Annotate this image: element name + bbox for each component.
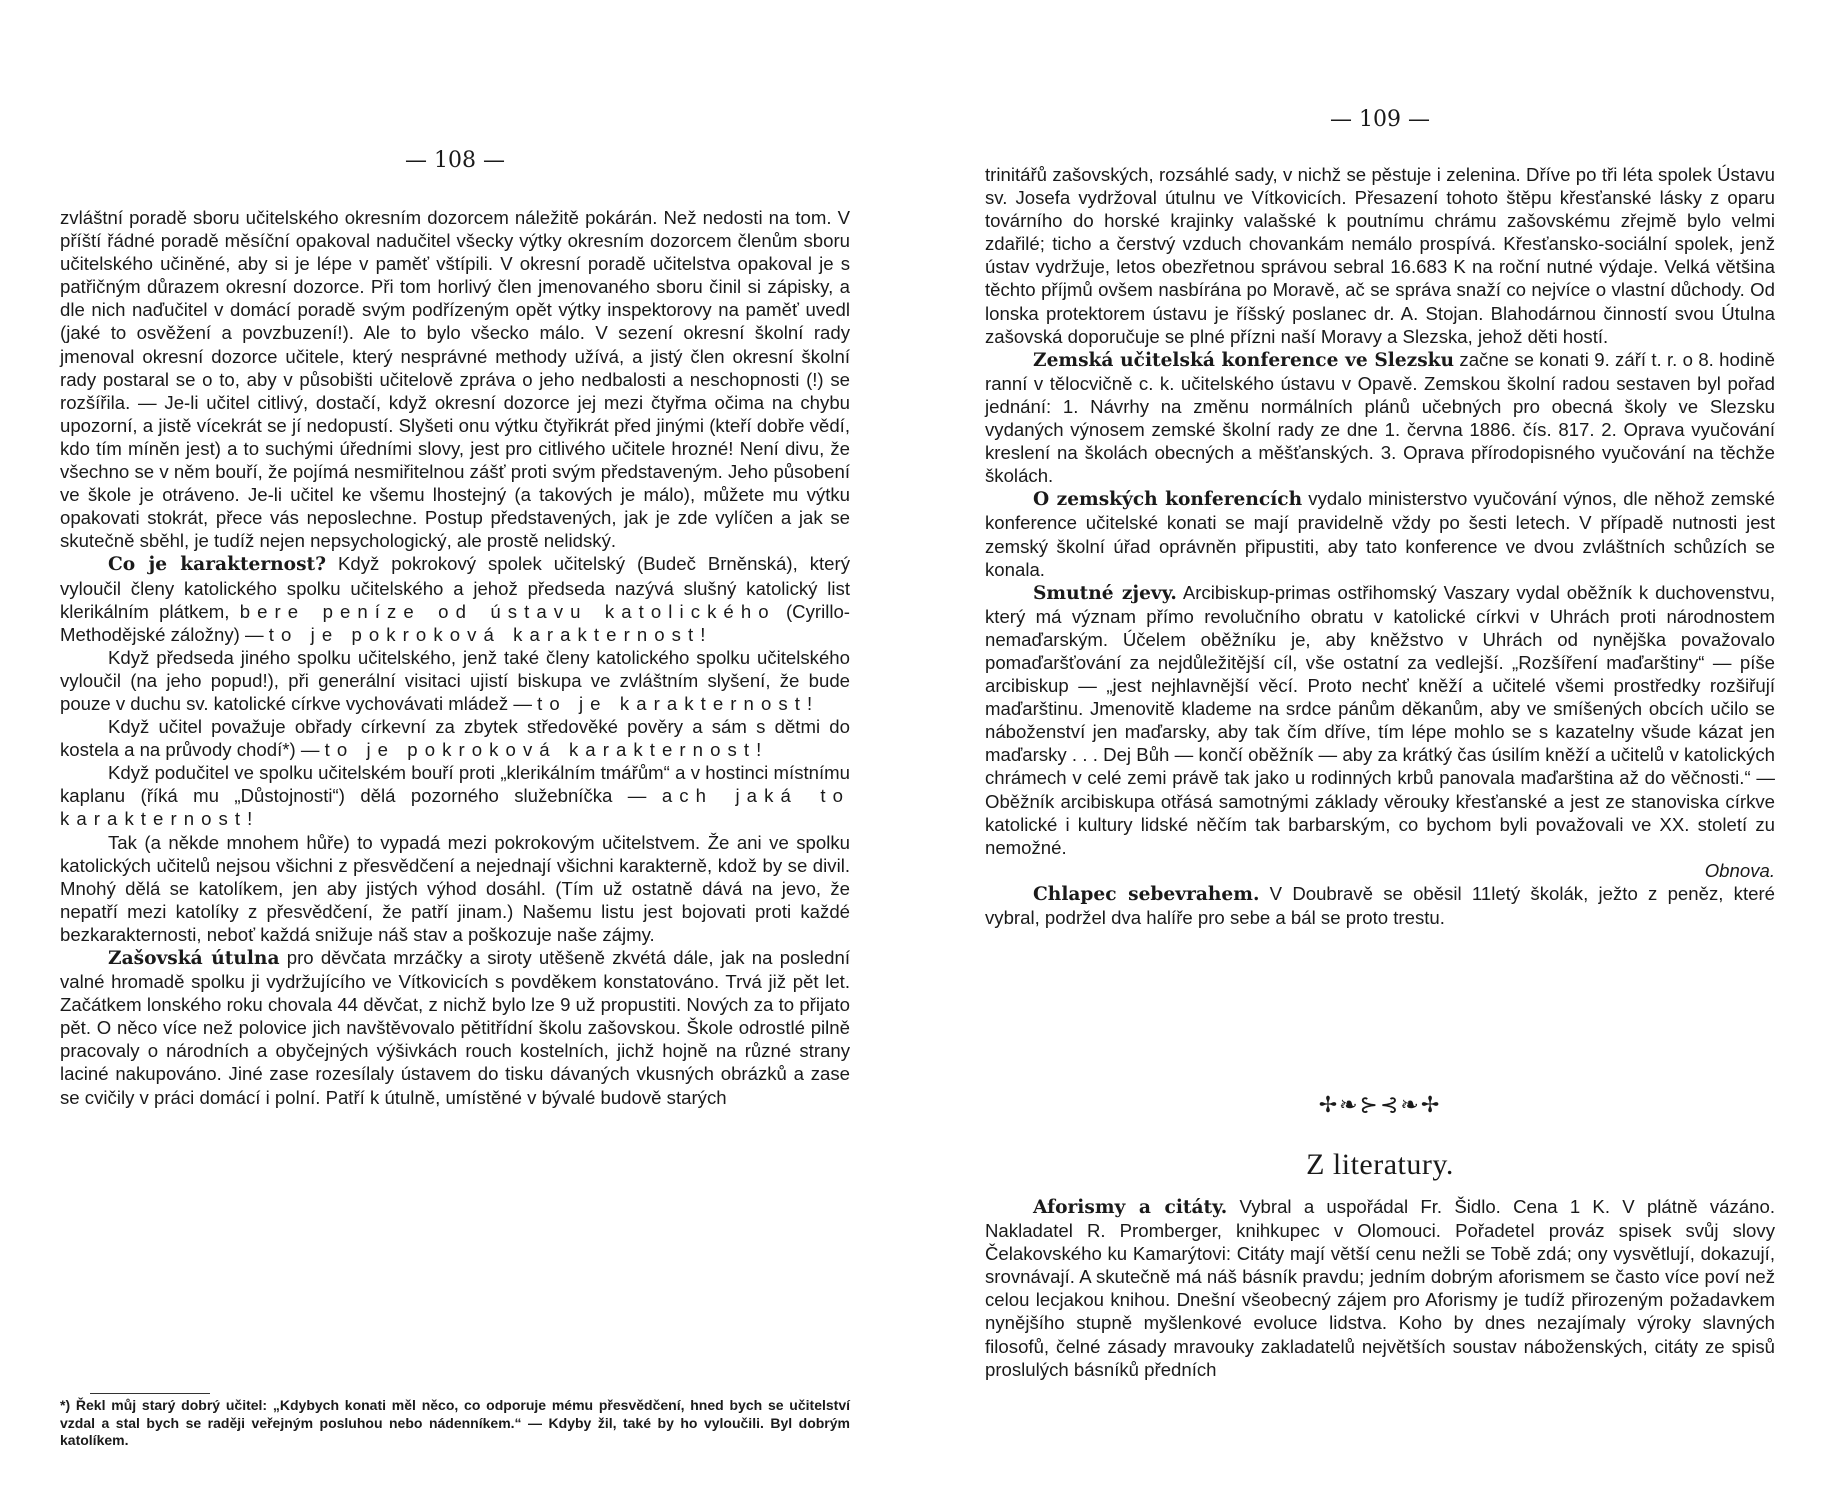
section-title: Z literatury. [1306,1148,1454,1181]
right-page-body [985,163,1775,929]
paragraph-text: Když pokrokový spolek učitelský (Budeč Brněnská), který vyloučil členy katolického spolku učitelského a jehož předseda nazývá slušný katolický list klerikálním plátkem, [60,553,851,622]
heading-zemske-konference: O zemských konferencích [1033,489,1303,511]
heading-aforismy: Aforismy a citáty. [1033,1197,1228,1218]
paragraph-podučitel [60,761,850,830]
left-page-body [60,206,850,1109]
source-signature: Obnova. [1704,859,1775,881]
paragraph-text: Arcibiskup-primas ostřihomský Vaszary vydal oběžník k duchovenstvu, který má význam přímo revolučního obratu v katolické církvi v Uhrách proti národnostem nemaďarským. Účelem oběžníku je, aby kněžstvo v Uhrách od nynějška považovalo pomaďaršťování za nejdůležitější cíl, vše ostatní za vedlejší. „Rozšíření maďarštiny“ — píše arcibiskup — „jest nejhlavnější věcí. Proto nechť kněží a učitelé všemi prostředky rozšiřují maďarštinu. Jmenovitě klademe na srdce pánům děkanům, aby ve smíšených obcích učilo se náboženství jen maďarsky, aby tak čím dříve, tím lépe mohlo se s kazatelny všude kázat jen maďarsky . . . Dej Bůh — končí oběžník — aby za krátký čas úsilím kněží a učitelů v katolických chrámech v celé zemi právě tak jako u rodinných krbů panovala maďarština až do věčnosti.“ — Oběžník arcibiskupa otřásá samotnými základy věrouky křesťanské a jest ze stanoviska církve katolické i kultury lidské něčím tak barbarským, co bychom byli považovali ve XX. století zu nemožné. [985,581,1775,858]
ornament-divider: ✢❧⊱⊰❧✢ [1318,1093,1442,1118]
spaced-emphasis: ach jaká to karakternost! [60,785,850,830]
paragraph-karakternost [60,552,850,645]
spaced-emphasis: to je pokroková karakternost! [324,739,769,761]
paragraph-text: vydalo ministerstvo vyučování výnos, dle něhož zemské konference učitelské konati se mají pravidelně vždy po šesti letech. V případě nutnosti jest zemský školní úřad oprávněn připustiti, aby tato konference ve dvou zvláštních schůzích se konala. [985,488,1775,580]
heading-zasovska-utulna: Zašovská útulna [108,948,280,969]
spaced-emphasis: to je karakternost! [537,692,820,714]
spaced-emphasis: to je pokroková karakternost! [268,623,713,645]
paragraph-text: začne se konati 9. září t. r. o 8. hodině ranní v tělocvičně c. k. učitelského ústavu v Opavě. Zemskou školní radou sestaven byl pořad jednání: 1. Návrhy na změnu normálních plánů učebných pro obecná školy ve Slezsku vydaných výnosem zemské školní rady ze dne 1. června 1886. čís. 817. 2. Oprava vyučování kreslení na školách obecných a měšťanských. 3. Oprava přírodopisného vyučování na těchže školách. [985,348,1775,487]
paragraph-zemska-konference [985,348,1775,488]
paragraph-utulna-continued: trinitářů zašovských, rozsáhlé sady, v nichž se pěstuje i zelenina. Dříve po tři léta spolek Ústavu sv. Josefa vydržoval útulnu ve Vítkovicích. Přesazení tohoto štěpu křesťanské lásky z oparu továrního do horské krajinky valašské k poutnímu chrámu zašovskému zřejmě bylo velmi zdařilé; ticho a čerstvý vzduch chovankám nemálo prospívá. Křesťansko-sociální spolek, jenž ústav vydržuje, letos obezřetnou správou sebral 16.683 K na roční nutné výdaje. Velká většina těchto příjmů ovšem nasbírána po Moravě, ač se správa snaží co nejvíce o vlastní důchody. Od lonska protektorem ústavu je říšský poslanec dr. A. Stojan. Blahodárnou činností svou Útulna zašovská doporučuje se plné přízni naší Moravy a Slezska, jehož děti hostí. [985,164,1775,347]
paragraph-text: pro děvčata mrzáčky a siroty utěšeně zkvétá dále, jak na poslední valné hromadě spolku ji vydržujícího ve Vítkovicích s povděkem konstatováno. Trvá již pět let. Začátkem lonského roku chovala 44 děvčat, z nichž bylo lze 9 už propustiti. Nových za to přijato pět. O něco více než polovice jich navštěvovalo pětitřídní školu zašovskou. Škole odrostlé pilně pracovaly o národních a obyčejných výšivkách rouch kostelních, jichž hojně na různé strany laciné nakupováno. Jiné zase rozesílaly ústavem do tisku dávaných vkusných obrázků a zase se cvičily v práci domácí i polní. Patří k útulně, umístěné v bývalé budově starých [60,947,850,1108]
heading-zemska-konference: Zemská učitelská konference ve Slezsku [1033,349,1455,371]
paragraph-text: Když podučitel ve spolku učitelském bouří proti „klerikálním tmářům“ a v hostinci místnímu kaplanu (říká mu „Důstojnosti“) dělá pozorného služebníčka — [60,762,850,807]
paragraph-zemske-konference [985,487,1775,580]
paragraph-text: Když učitel považuje obřady církevní za zbytek středověké pověry a sám s dětmi do kostela a na průvody chodí*) — [60,716,850,761]
footnote: *) Řekl můj starý dobrý učitel: „Kdybych konati měl něco, co odporuje mému přesvědčení, hned bych se učitelství vzdal a stal bych se raději veřejným posluhou nebo nádenníkem.“ — Kdyby žil, také by ho vyloučili. Byl dobrým katolíkem. [60,1397,850,1448]
heading-karakternost: Co je karakternost? [108,554,327,576]
footnote-divider [90,1393,210,1394]
literature-body [985,1195,1775,1381]
heading-chlapec: Chlapec sebevrahem. [1033,883,1260,905]
page-number-right: — 109 — [1330,107,1430,132]
paragraph-text: V Doubravě se oběsil 11letý školák, ježto z peněz, které vybral, podržel dva halíře pro sebe a bál se proto trestu. [985,882,1776,928]
heading-smutne-zjevy: Smutné zjevy. [1033,582,1177,604]
paragraph-obrady [60,715,850,761]
paragraph-zasovska-utulna [60,946,850,1109]
spaced-emphasis: bere peníze od ústavu katolického [239,600,776,622]
paragraph-text: Když předseda jiného spolku učitelského, jenž také členy katolického spolku učitelského vyloučil (na jeho popud!), při generální visitaci ujistí biskupa ve zvláštním slyšení, že bude pouze v duchu sv. katolické církve vychovávati mládež — [60,646,850,714]
paragraph-chlapec [985,882,1775,929]
paragraph-aforismy [985,1195,1775,1381]
paragraph-predseda [60,646,850,715]
paragraph-smutne-zjevy [985,581,1775,859]
page-number-left: — 108 — [405,148,505,173]
paragraph-text: (Cyrillo-Methodějské záložny) — [60,600,850,645]
paragraph-intro: zvláštní poradě sboru učitelského okresním dozorcem náležitě pokárán. Než nedosti na tom. V příští řádné poradě měsíční opakoval nadučitel všecky výtky okresním dozorcem členům sboru učitelského učiněné, aby si je lépe v paměť vštípili. V okresní poradě učitelstva opakoval je s patřičným důrazem okresní dozorce. Při tom horlivý člen jmenovaného sboru činil si zápisky, a dle nich naďučitel v domácí poradě svým podřízeným opět výtky inspektorovy na paměť uvedl (jaké to osvěžení a povzbuzení!). Ale to bylo všecko málo. V sezení okresní školní rady jmenoval okresní dozorce učitele, který nesprávné methody užívá, a jistý člen okresní školní rady postaral se o to, aby v působišti učitelově zpráva o jeho nedbalosti a neschopnosti (!) se rozšířila. — Je-li učitel citlivý, dostačí, když okresní dozorce jej mezi čtyřma očima na chybu upozorní, a jistě vícekrát se jí nedopustí. Slyšeti onu výtku čtyřikrát před jinými (kteří dobře vědí, kdo tím míněn jest) a to suchými úředními slovy, jest pro citlivého učitele hrozné! Není divu, že všechno se v něm bouří, že pojímá nesmiřitelnou zášť proti svým představeným. Jeho působení ve škole je otráveno. Je-li učitel ke všemu lhostejný (a takových je málo), můžete mu výtku opakovati stokrát, přece vás neposlechne. Postup představených, jak je zde vylíčen a jak se skutečně sběhl, je tudíž nejen nepsychologický, ale prostě nelidský. [60,207,850,552]
paragraph-text: Vybral a uspořádal Fr. Šidlo. Cena 1 K. V plátně vázáno. Nakladatel R. Promberger, knihkupec v Olomouci. Pořadetel prováz spisek svůj slovy Čelakovského ku Kamarýtovi: Citáty mají větší cenu nežli se Tobě zdá; ony vysvětlují, dokazují, srovnávají. A skutečně má náš básník pravdu; jedním dobrým aforismem se často více poví než celou lecjakou knihou. Dnešní všeobecný zájem pro Aforismy je tudíž přirozeným požadavkem nynějšího stupně myšlenkové evoluce lidstva. Koho by dnes nezajímaly výroky slavných filosofů, čelné zásady mravouky zakladatelů největších soustav náboženských, citáty ze spisů proslulých básníků předních [985,1196,1775,1380]
paragraph-pokrokove-ucitelstvo: Tak (a někde mnohem hůře) to vypadá mezi pokrokovým učitelstvem. Že ani ve spolku katolických učitelů nejsou všichni z přesvědčení a nejednají všichni karakterně, kdož by se divil. Mnohý dělá se katolíkem, jen aby jistých výhod dosáhl. (Tím už ostatně dává na jevo, že nepatří mezi katolíky z přesvědčení, že patří jinam.) Našemu listu jest bojovati proti každé bezkarakternosti, neboť každá snižuje náš stav a poškozuje naše zájmy. [60,831,850,945]
